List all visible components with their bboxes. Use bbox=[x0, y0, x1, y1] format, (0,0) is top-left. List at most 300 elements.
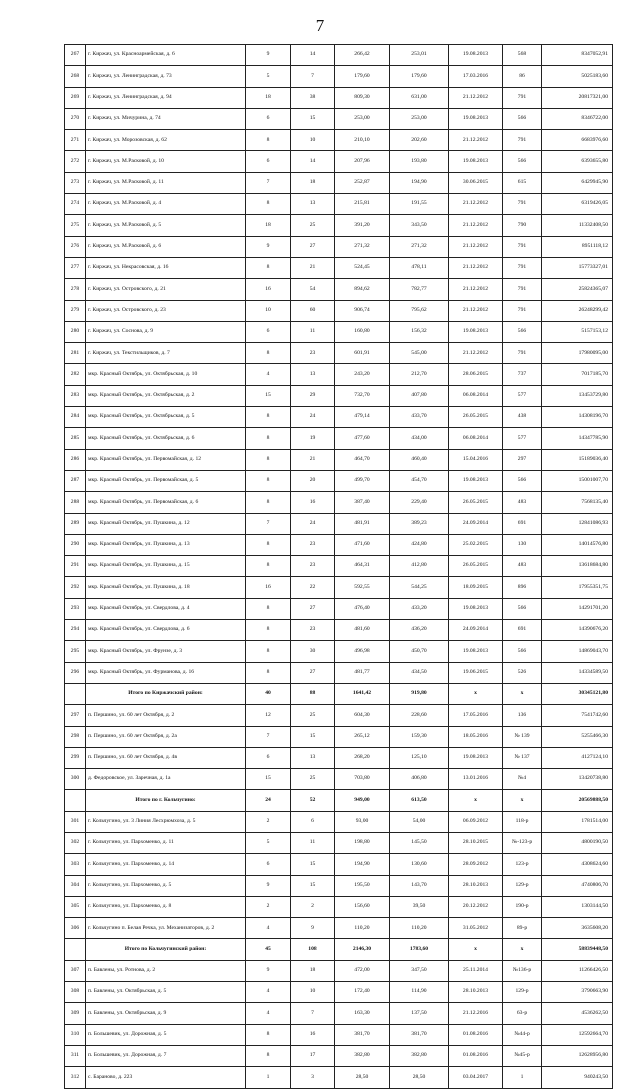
area-total-cell: 253,00 bbox=[335, 108, 390, 129]
area-total-cell: 271,32 bbox=[335, 236, 390, 257]
address-cell: мкр. Красный Октябрь, ул. Первомайская, д. 12 bbox=[86, 449, 246, 470]
area-living-cell: 347,50 bbox=[390, 960, 449, 981]
cost-cell: 15189036,40 bbox=[542, 449, 613, 470]
cost-cell: 15773327,01 bbox=[542, 257, 613, 278]
cost-cell: 58839448,50 bbox=[542, 939, 613, 960]
area-living-cell: 156,32 bbox=[390, 321, 449, 342]
row-number: 297 bbox=[65, 705, 86, 726]
cost-cell: 11332408,50 bbox=[542, 215, 613, 236]
address-cell: мкр. Красный Октябрь, ул. Фурманова, д. 16 bbox=[86, 662, 246, 683]
area-total-cell: 207,96 bbox=[335, 151, 390, 172]
decision-date-cell: 18.09.2015 bbox=[449, 577, 503, 598]
count-cell-1: 8 bbox=[246, 598, 291, 619]
row-number: 267 bbox=[65, 45, 86, 66]
count-cell-2: 15 bbox=[291, 726, 335, 747]
count-cell-2: 9 bbox=[291, 918, 335, 939]
area-total-cell: 524,45 bbox=[335, 257, 390, 278]
document-number-cell: №4 bbox=[503, 769, 542, 790]
address-cell: Итого по Киржачский район: bbox=[86, 683, 246, 704]
area-living-cell: 39,50 bbox=[390, 896, 449, 917]
decision-date-cell: 17.05.2016 bbox=[449, 705, 503, 726]
row-number: 276 bbox=[65, 236, 86, 257]
document-number-cell: x bbox=[503, 683, 542, 704]
table-row bbox=[65, 449, 613, 470]
decision-date-cell: 06.08.2014 bbox=[449, 428, 503, 449]
cost-cell: 12592664,70 bbox=[542, 1024, 613, 1045]
table-row bbox=[65, 407, 613, 428]
document-number-cell: 577 bbox=[503, 385, 542, 406]
row-number: 268 bbox=[65, 66, 86, 87]
table-row bbox=[65, 620, 613, 641]
area-living-cell: 613,50 bbox=[390, 790, 449, 811]
decision-date-cell: 19.08.2013 bbox=[449, 321, 503, 342]
area-living-cell: 436,20 bbox=[390, 620, 449, 641]
table-row bbox=[65, 279, 613, 300]
area-living-cell: 407,80 bbox=[390, 385, 449, 406]
count-cell-1: 8 bbox=[246, 194, 291, 215]
area-total-cell: 481,77 bbox=[335, 662, 390, 683]
area-living-cell: 631,00 bbox=[390, 87, 449, 108]
area-living-cell: 460,40 bbox=[390, 449, 449, 470]
address-cell: п. Першино, ул. 60 лет Октября, д. 2а bbox=[86, 726, 246, 747]
decision-date-cell: 24.09.2014 bbox=[449, 513, 503, 534]
area-living-cell: 782,77 bbox=[390, 279, 449, 300]
count-cell-2: 3 bbox=[291, 1067, 335, 1088]
cost-cell: 25824365,07 bbox=[542, 279, 613, 300]
row-number: 301 bbox=[65, 811, 86, 832]
area-total-cell: 479,14 bbox=[335, 407, 390, 428]
area-total-cell: 464,70 bbox=[335, 449, 390, 470]
cost-cell: 14390676,20 bbox=[542, 620, 613, 641]
document-number-cell: 89-р bbox=[503, 918, 542, 939]
area-total-cell: 195,50 bbox=[335, 875, 390, 896]
decision-date-cell: 19.08.2013 bbox=[449, 641, 503, 662]
address-cell: г. Киржач, ул. М.Расковой, д. 11 bbox=[86, 172, 246, 193]
count-cell-2: 16 bbox=[291, 492, 335, 513]
document-number-cell: 790 bbox=[503, 215, 542, 236]
document-number-cell: 63-р bbox=[503, 1003, 542, 1024]
table-row bbox=[65, 108, 613, 129]
address-cell: г. Киржач, ул. М.Расковой, д. 10 bbox=[86, 151, 246, 172]
count-cell-2: 15 bbox=[291, 854, 335, 875]
count-cell-1: 2 bbox=[246, 896, 291, 917]
table-row bbox=[65, 492, 613, 513]
table-row bbox=[65, 300, 613, 321]
cost-cell: 14347785,90 bbox=[542, 428, 613, 449]
address-cell: г. Кольчугино, ул. Пархоменко, д. 5 bbox=[86, 875, 246, 896]
table-row bbox=[65, 87, 613, 108]
decision-date-cell: 21.12.2012 bbox=[449, 236, 503, 257]
area-total-cell: 472,00 bbox=[335, 960, 390, 981]
count-cell-1: 18 bbox=[246, 215, 291, 236]
row-number: 307 bbox=[65, 960, 86, 981]
cost-cell: 20817321,00 bbox=[542, 87, 613, 108]
table-row bbox=[65, 321, 613, 342]
count-cell-2: 25 bbox=[291, 215, 335, 236]
row-number: 300 bbox=[65, 769, 86, 790]
count-cell-2: 20 bbox=[291, 470, 335, 491]
decision-date-cell: 24.09.2014 bbox=[449, 620, 503, 641]
address-cell: мкр. Красный Октябрь, ул. Пушкина, д. 18 bbox=[86, 577, 246, 598]
document-number-cell: № 137 bbox=[503, 747, 542, 768]
row-number: 277 bbox=[65, 257, 86, 278]
area-living-cell: 424,80 bbox=[390, 534, 449, 555]
count-cell-2: 21 bbox=[291, 449, 335, 470]
row-number: 279 bbox=[65, 300, 86, 321]
document-number-cell: 615 bbox=[503, 172, 542, 193]
row-number: 303 bbox=[65, 854, 86, 875]
row-number: 272 bbox=[65, 151, 86, 172]
area-total-cell: 2146,30 bbox=[335, 939, 390, 960]
row-number bbox=[65, 790, 86, 811]
area-total-cell: 28,50 bbox=[335, 1067, 390, 1088]
table-row bbox=[65, 1045, 613, 1066]
count-cell-1: 8 bbox=[246, 449, 291, 470]
count-cell-1: 4 bbox=[246, 364, 291, 385]
address-cell: г. Киржач, ул. М.Расковой, д. 6 bbox=[86, 236, 246, 257]
row-number: 298 bbox=[65, 726, 86, 747]
count-cell-2: 38 bbox=[291, 87, 335, 108]
count-cell-1: 8 bbox=[246, 257, 291, 278]
area-total-cell: 210,10 bbox=[335, 130, 390, 151]
count-cell-2: 30 bbox=[291, 641, 335, 662]
area-living-cell: 114,90 bbox=[390, 982, 449, 1003]
cost-cell: 14291701,20 bbox=[542, 598, 613, 619]
count-cell-1: 8 bbox=[246, 492, 291, 513]
decision-date-cell: 28.10.2013 bbox=[449, 982, 503, 1003]
table-row bbox=[65, 556, 613, 577]
count-cell-2: 27 bbox=[291, 662, 335, 683]
cost-cell: 8347052,91 bbox=[542, 45, 613, 66]
address-cell: г. Киржач, ул. Морозовская, д. 62 bbox=[86, 130, 246, 151]
count-cell-1: 10 bbox=[246, 300, 291, 321]
document-number-cell: 566 bbox=[503, 598, 542, 619]
cost-cell: 5255466,30 bbox=[542, 726, 613, 747]
count-cell-1: 7 bbox=[246, 172, 291, 193]
address-cell: г. Киржач, ул. М.Расковой, д. 5 bbox=[86, 215, 246, 236]
document-number-cell: 483 bbox=[503, 492, 542, 513]
count-cell-1: 6 bbox=[246, 321, 291, 342]
cost-cell: 6319426,05 bbox=[542, 194, 613, 215]
document-number-cell: 791 bbox=[503, 236, 542, 257]
area-total-cell: 382,80 bbox=[335, 1045, 390, 1066]
area-living-cell: 253,01 bbox=[390, 45, 449, 66]
address-cell: мкр. Красный Октябрь, ул. Фрунзе, д. 3 bbox=[86, 641, 246, 662]
document-number-cell: №44-р bbox=[503, 1024, 542, 1045]
area-total-cell: 179,60 bbox=[335, 66, 390, 87]
address-cell: мкр. Красный Октябрь, ул. Свердлова, д. 4 bbox=[86, 598, 246, 619]
address-cell: г. Кольчугино, ул. Пархоменко, д. 8 bbox=[86, 896, 246, 917]
document-number-cell: 791 bbox=[503, 279, 542, 300]
count-cell-1: 7 bbox=[246, 513, 291, 534]
cost-cell: 7568135,40 bbox=[542, 492, 613, 513]
row-number: 296 bbox=[65, 662, 86, 683]
decision-date-cell: 03.04.2017 bbox=[449, 1067, 503, 1088]
decision-date-cell: 06.08.2014 bbox=[449, 385, 503, 406]
decision-date-cell: 28.06.2015 bbox=[449, 364, 503, 385]
area-total-cell: 172,40 bbox=[335, 982, 390, 1003]
row-number bbox=[65, 683, 86, 704]
area-total-cell: 110,20 bbox=[335, 918, 390, 939]
row-number: 269 bbox=[65, 87, 86, 108]
decision-date-cell: 28.10.2015 bbox=[449, 832, 503, 853]
count-cell-1: 8 bbox=[246, 1024, 291, 1045]
area-total-cell: 215,81 bbox=[335, 194, 390, 215]
row-number: 290 bbox=[65, 534, 86, 555]
document-number-cell: 791 bbox=[503, 300, 542, 321]
row-number bbox=[65, 939, 86, 960]
area-living-cell: 159,30 bbox=[390, 726, 449, 747]
address-cell: с. Бараново, д. 223 bbox=[86, 1067, 246, 1088]
count-cell-2: 52 bbox=[291, 790, 335, 811]
count-cell-2: 15 bbox=[291, 108, 335, 129]
cost-cell: 14869043,70 bbox=[542, 641, 613, 662]
cost-cell: 6393655,80 bbox=[542, 151, 613, 172]
total-row bbox=[65, 939, 613, 960]
count-cell-1: 8 bbox=[246, 130, 291, 151]
document-number-cell: 791 bbox=[503, 194, 542, 215]
address-cell: г. Кольчугино, ул. 3 Линия Лесхрюмхоза, д. 5 bbox=[86, 811, 246, 832]
area-living-cell: 450,70 bbox=[390, 641, 449, 662]
count-cell-1: 9 bbox=[246, 875, 291, 896]
count-cell-2: 23 bbox=[291, 620, 335, 641]
row-number: 299 bbox=[65, 747, 86, 768]
cost-cell: 12628956,80 bbox=[542, 1045, 613, 1066]
decision-date-cell: 19.08.2013 bbox=[449, 45, 503, 66]
address-cell: г. Киржач, ул. Соснова, д. 9 bbox=[86, 321, 246, 342]
table-row bbox=[65, 896, 613, 917]
cost-cell: 12841086,93 bbox=[542, 513, 613, 534]
area-total-cell: 481,60 bbox=[335, 620, 390, 641]
row-number: 309 bbox=[65, 1003, 86, 1024]
address-cell: г. Киржач, ул. Красноармейская, д. 6 bbox=[86, 45, 246, 66]
count-cell-1: 8 bbox=[246, 556, 291, 577]
table-row bbox=[65, 641, 613, 662]
cost-cell: 7017185,70 bbox=[542, 364, 613, 385]
count-cell-2: 13 bbox=[291, 747, 335, 768]
count-cell-1: 24 bbox=[246, 790, 291, 811]
decision-date-cell: 21.12.2012 bbox=[449, 87, 503, 108]
table-row bbox=[65, 45, 613, 66]
cost-cell: 30345121,80 bbox=[542, 683, 613, 704]
area-living-cell: 229,40 bbox=[390, 492, 449, 513]
count-cell-1: 16 bbox=[246, 577, 291, 598]
address-cell: п. Першино, ул. 60 лет Октября, д. 2 bbox=[86, 705, 246, 726]
count-cell-1: 45 bbox=[246, 939, 291, 960]
area-living-cell: 194,90 bbox=[390, 172, 449, 193]
document-number-cell: №136-р bbox=[503, 960, 542, 981]
area-total-cell: 1641,42 bbox=[335, 683, 390, 704]
area-total-cell: 499,70 bbox=[335, 470, 390, 491]
count-cell-2: 15 bbox=[291, 875, 335, 896]
document-number-cell: 129-р bbox=[503, 982, 542, 1003]
decision-date-cell: 21.12.2012 bbox=[449, 194, 503, 215]
address-cell: г. Киржач, ул. М.Расковой, д. 4 bbox=[86, 194, 246, 215]
area-total-cell: 477,60 bbox=[335, 428, 390, 449]
table-row bbox=[65, 832, 613, 853]
row-number: 312 bbox=[65, 1067, 86, 1088]
area-total-cell: 809,30 bbox=[335, 87, 390, 108]
document-number-cell: 566 bbox=[503, 470, 542, 491]
area-total-cell: 496,98 bbox=[335, 641, 390, 662]
area-living-cell: 343,50 bbox=[390, 215, 449, 236]
table-row bbox=[65, 875, 613, 896]
table-row bbox=[65, 705, 613, 726]
area-living-cell: 381,70 bbox=[390, 1024, 449, 1045]
address-cell: п. Бавлены, ул. Октябрьская, д. 9 bbox=[86, 1003, 246, 1024]
address-cell: г. Киржач, ул. Мичурина, д. 74 bbox=[86, 108, 246, 129]
total-row bbox=[65, 790, 613, 811]
area-living-cell: 137,50 bbox=[390, 1003, 449, 1024]
cost-cell: 4800190,50 bbox=[542, 832, 613, 853]
count-cell-2: 7 bbox=[291, 66, 335, 87]
address-cell: г. Киржач, ул. Некрасовская, д. 16 bbox=[86, 257, 246, 278]
row-number: 293 bbox=[65, 598, 86, 619]
row-number: 284 bbox=[65, 407, 86, 428]
cost-cell: 14014576,80 bbox=[542, 534, 613, 555]
row-number: 304 bbox=[65, 875, 86, 896]
address-cell: г. Кольчугино, ул. Пархоменко, д. 14 bbox=[86, 854, 246, 875]
count-cell-2: 23 bbox=[291, 343, 335, 364]
address-cell: г. Киржач, ул. Островского, д. 21 bbox=[86, 279, 246, 300]
decision-date-cell: 17.03.2016 bbox=[449, 66, 503, 87]
document-number-cell: 691 bbox=[503, 513, 542, 534]
area-living-cell: 454,70 bbox=[390, 470, 449, 491]
area-living-cell: 478,11 bbox=[390, 257, 449, 278]
count-cell-1: 8 bbox=[246, 534, 291, 555]
cost-cell: 6683976,60 bbox=[542, 130, 613, 151]
cost-cell: 14308196,70 bbox=[542, 407, 613, 428]
area-living-cell: 143,70 bbox=[390, 875, 449, 896]
table-row bbox=[65, 215, 613, 236]
cost-cell: 940243,50 bbox=[542, 1067, 613, 1088]
area-living-cell: 271,32 bbox=[390, 236, 449, 257]
address-cell: мкр. Красный Октябрь, ул. Пушкина, д. 13 bbox=[86, 534, 246, 555]
count-cell-1: 9 bbox=[246, 236, 291, 257]
area-total-cell: 471,60 bbox=[335, 534, 390, 555]
document-number-cell: 791 bbox=[503, 130, 542, 151]
count-cell-2: 29 bbox=[291, 385, 335, 406]
count-cell-1: 8 bbox=[246, 470, 291, 491]
count-cell-1: 4 bbox=[246, 982, 291, 1003]
document-number-cell: x bbox=[503, 790, 542, 811]
count-cell-1: 8 bbox=[246, 343, 291, 364]
row-number: 274 bbox=[65, 194, 86, 215]
cost-cell: 8951118,12 bbox=[542, 236, 613, 257]
area-living-cell: 434,50 bbox=[390, 662, 449, 683]
row-number: 270 bbox=[65, 108, 86, 129]
count-cell-2: 108 bbox=[291, 939, 335, 960]
decision-date-cell: 19.08.2013 bbox=[449, 747, 503, 768]
document-number-cell: 86 bbox=[503, 66, 542, 87]
document-number-cell: 896 bbox=[503, 577, 542, 598]
area-living-cell: 28,50 bbox=[390, 1067, 449, 1088]
row-number: 305 bbox=[65, 896, 86, 917]
cost-cell: 1303144,50 bbox=[542, 896, 613, 917]
area-living-cell: 145,50 bbox=[390, 832, 449, 853]
area-living-cell: 544,25 bbox=[390, 577, 449, 598]
area-living-cell: 433,70 bbox=[390, 407, 449, 428]
document-number-cell: 483 bbox=[503, 556, 542, 577]
address-cell: г. Киржач, ул. Островского, д. 23 bbox=[86, 300, 246, 321]
area-living-cell: 795,62 bbox=[390, 300, 449, 321]
area-total-cell: 601,91 bbox=[335, 343, 390, 364]
address-cell: г. Кольчугино п. Белая Речка, ул. Механизаторов, д. 2 bbox=[86, 918, 246, 939]
count-cell-2: 16 bbox=[291, 1024, 335, 1045]
decision-date-cell: 26.05.2015 bbox=[449, 407, 503, 428]
area-total-cell: 592,55 bbox=[335, 577, 390, 598]
row-number: 308 bbox=[65, 982, 86, 1003]
count-cell-2: 19 bbox=[291, 428, 335, 449]
table-row bbox=[65, 385, 613, 406]
count-cell-2: 22 bbox=[291, 577, 335, 598]
count-cell-2: 13 bbox=[291, 194, 335, 215]
area-living-cell: 1783,60 bbox=[390, 939, 449, 960]
document-number-cell: № 139 bbox=[503, 726, 542, 747]
count-cell-2: 6 bbox=[291, 811, 335, 832]
cost-cell: 3790663,90 bbox=[542, 982, 613, 1003]
address-cell: п. Бавлены, ул. Октябрьская, д. 5 bbox=[86, 982, 246, 1003]
area-living-cell: 125,10 bbox=[390, 747, 449, 768]
area-living-cell: 389,23 bbox=[390, 513, 449, 534]
document-number-cell: 118-р bbox=[503, 811, 542, 832]
document-number-cell: 568 bbox=[503, 45, 542, 66]
count-cell-2: 14 bbox=[291, 151, 335, 172]
decision-date-cell: x bbox=[449, 683, 503, 704]
table-row bbox=[65, 982, 613, 1003]
area-living-cell: 382,80 bbox=[390, 1045, 449, 1066]
table-row bbox=[65, 236, 613, 257]
document-number-cell: 190-р bbox=[503, 896, 542, 917]
address-cell: г. Киржач, ул. Ленинградская, д. 94 bbox=[86, 87, 246, 108]
area-living-cell: 545,00 bbox=[390, 343, 449, 364]
document-number-cell: №-123-р bbox=[503, 832, 542, 853]
row-number: 295 bbox=[65, 641, 86, 662]
count-cell-1: 15 bbox=[246, 385, 291, 406]
decision-date-cell: 19.08.2013 bbox=[449, 151, 503, 172]
cost-cell: 17980095,00 bbox=[542, 343, 613, 364]
table-row bbox=[65, 257, 613, 278]
document-number-cell: 566 bbox=[503, 151, 542, 172]
area-living-cell: 193,80 bbox=[390, 151, 449, 172]
address-cell: Итого по Кольчугинский район: bbox=[86, 939, 246, 960]
row-number: 273 bbox=[65, 172, 86, 193]
count-cell-1: 8 bbox=[246, 662, 291, 683]
decision-date-cell: x bbox=[449, 790, 503, 811]
count-cell-2: 21 bbox=[291, 257, 335, 278]
area-total-cell: 732,70 bbox=[335, 385, 390, 406]
count-cell-1: 8 bbox=[246, 641, 291, 662]
decision-date-cell: 18.05.2016 bbox=[449, 726, 503, 747]
count-cell-2: 18 bbox=[291, 172, 335, 193]
row-number: 302 bbox=[65, 832, 86, 853]
count-cell-1: 1 bbox=[246, 1067, 291, 1088]
count-cell-1: 7 bbox=[246, 726, 291, 747]
row-number: 271 bbox=[65, 130, 86, 151]
document-number-cell: 566 bbox=[503, 108, 542, 129]
count-cell-2: 24 bbox=[291, 407, 335, 428]
area-living-cell: 202,60 bbox=[390, 130, 449, 151]
row-number: 306 bbox=[65, 918, 86, 939]
document-number-cell: 1 bbox=[503, 1067, 542, 1088]
count-cell-2: 11 bbox=[291, 321, 335, 342]
table-row bbox=[65, 194, 613, 215]
table-row bbox=[65, 534, 613, 555]
cost-cell: 8346722,00 bbox=[542, 108, 613, 129]
count-cell-1: 8 bbox=[246, 1045, 291, 1066]
area-total-cell: 266,42 bbox=[335, 45, 390, 66]
count-cell-1: 8 bbox=[246, 620, 291, 641]
